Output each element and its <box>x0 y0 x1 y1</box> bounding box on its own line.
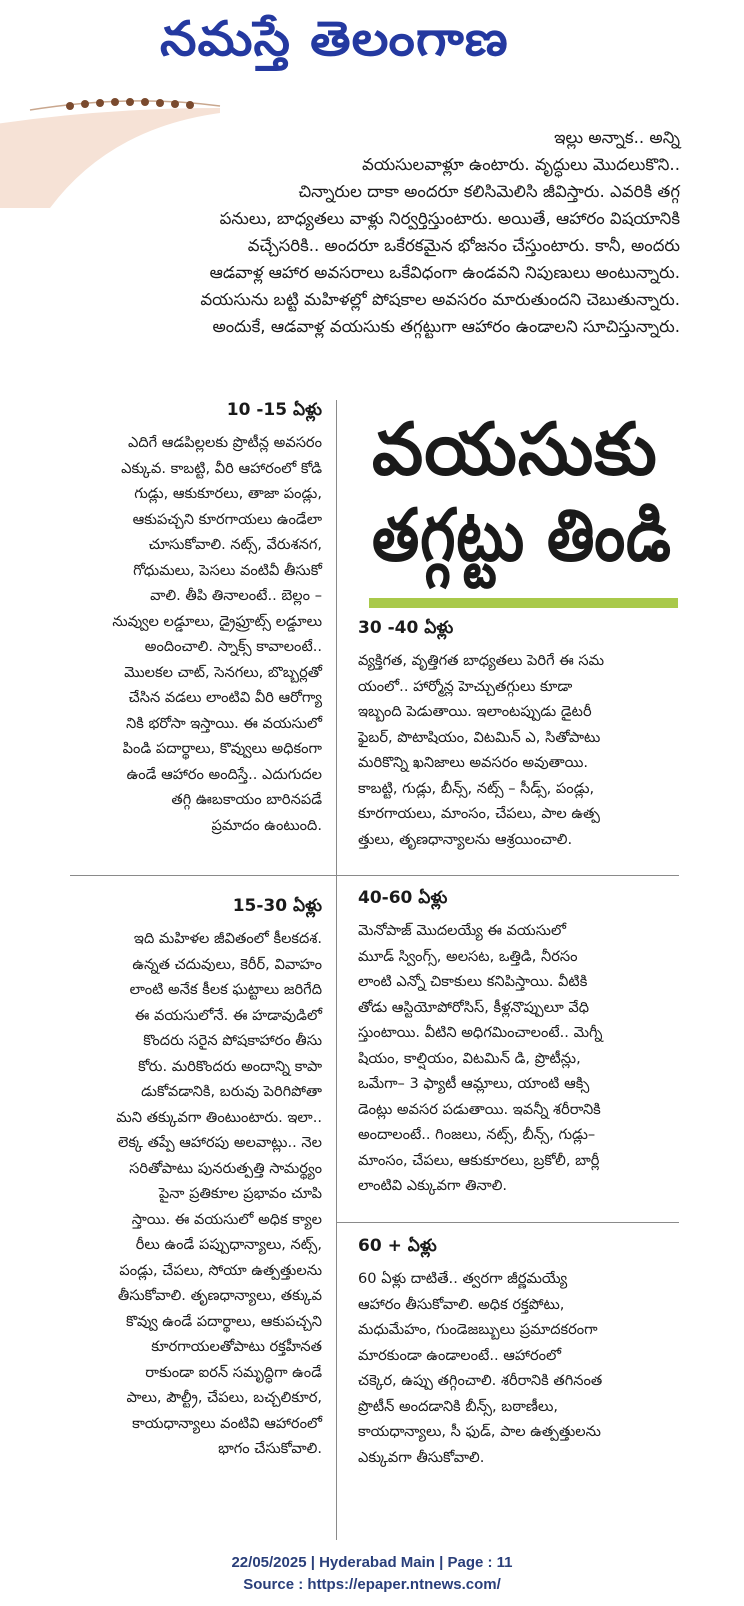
section-line: మధుమేహం, గుండెజబ్బులు ప్రమాదకరంగా <box>358 1321 598 1338</box>
section-line: చూసుకోవాలి. నట్స్, వేరుశనగ, <box>148 536 322 553</box>
article-headline <box>372 406 672 578</box>
section-line: నికి భరోసా ఇస్తాయి. ఈ వయసులో <box>125 714 322 732</box>
section-divider <box>70 875 336 876</box>
section-line: కూరగాయలు, మాంసం, చేపలు, పాల ఉత్ప <box>358 805 600 822</box>
section-line: తగ్గి ఊబకాయం బారినపడే <box>171 791 322 808</box>
intro-line: పనులు, బాధ్యతలు వాళ్లు నిర్వర్తిస్తుంటారు. అయితే, ఆహారం విషయానికి <box>219 209 680 228</box>
section-divider <box>337 875 679 876</box>
headline-underline <box>369 598 678 608</box>
section-line: ఎదిగే ఆడపిల్లలకు ప్రొటీన్ల అవసరం <box>127 434 322 451</box>
section-line: ఉండే ఆహారం అందిస్తే.. ఎదుగుదల <box>126 765 322 783</box>
headline-line-2: తగ్గట్టు తిండి <box>372 493 672 577</box>
footer-source-link[interactable]: Source : https://epaper.ntnews.com/ <box>243 1576 501 1593</box>
section-40-60 <box>358 886 676 1199</box>
intro-line: ఆడవాళ్ల ఆహార అవసరాలు ఒకేవిధంగా ఉండవని నిపుణులు అంటున్నారు. <box>209 263 680 282</box>
intro-line: వయసులవాళ్లూ ఉంటారు. వృద్ధులు మొదలుకొని.. <box>362 155 680 174</box>
section-line: ఇది మహిళల జీవితంలో కీలకదశ. <box>133 930 322 947</box>
section-line: డెంట్లు అవసర పడుతాయి. ఇవన్నీ శరీరానికి <box>358 1100 601 1118</box>
section-line: చేసిన వడలు లాంటివి వీరి ఆరోగ్యా <box>128 689 322 706</box>
section-line: పాలు, పౌల్ట్రీ, చేపలు, బచ్చలికూర, <box>126 1389 322 1406</box>
section-line: త్తులు, తృణధాన్యాలను ఆశ్రయించాలి. <box>358 830 573 848</box>
section-line: 60 ఏళ్లు దాటితే.. త్వరగా జీర్ణమయ్యే <box>358 1270 568 1287</box>
section-title: 10 -15 ఏళ్లు <box>226 400 322 420</box>
section-line: ఒమేగా– 3 ఫ్యాటీ ఆమ్లాలు, యాంటి ఆక్సి <box>358 1075 590 1092</box>
section-line: మారకుండా ఉండాలంటే.. ఆహారంలో <box>358 1346 562 1364</box>
intro-line: ఇల్లు అన్నాక.. అన్ని <box>554 128 680 147</box>
section-line: యంలో.. హార్మోన్ల హెచ్చుతగ్గులు కూడా <box>358 677 573 695</box>
section-line: పైనా ప్రతికూల ప్రభావం చూపి <box>158 1185 322 1202</box>
intro-line: చిన్నారుల దాకా అందరూ కలిసిమెలిసి జీవిస్తారు. ఎవరికి తగ్గ <box>298 182 680 201</box>
section-line: కాబట్టి, గుడ్లు, బీన్స్, నట్స్ – సీడ్స్, పండ్లు, <box>358 779 595 797</box>
section-60-plus <box>358 1234 676 1470</box>
section-line: లాంటి అనేక కీలక ఘట్టాలు జరిగేది <box>129 981 322 998</box>
section-line: వ్యక్తిగత, వృత్తిగత బాధ్యతలు పెరిగే ఈ సమ <box>358 652 605 669</box>
column-divider <box>336 400 337 1540</box>
section-line: ఫైబర్, పొటాషియం, విటమిన్ ఎ, సితోపాటు <box>358 728 601 746</box>
section-line: వాలి. తీపి తినాలంటే.. బెల్లం – <box>150 587 322 604</box>
section-line: పండ్లు, చేపలు, సోయా ఉత్పత్తులను <box>119 1261 322 1279</box>
headline-line-1: వయసుకు <box>372 407 658 491</box>
section-line: డుకోవడానికి, బరువు పెరిగిపోతా <box>141 1083 322 1100</box>
section-line: గోధుమలు, పెసలు వంటివీ తీసుకో <box>133 561 322 579</box>
section-divider <box>337 1222 679 1223</box>
section-line: ఇబ్బంది పెడుతాయి. ఇలాంటప్పుడు డైటరీ <box>358 703 592 720</box>
section-line: మొలకల చాట్, సెనగలు, బొబ్బర్లతో <box>124 663 322 681</box>
section-line: ఆకుపచ్చని కూరగాయలు ఉండేలా <box>132 510 322 528</box>
section-title: 15-30 ఏళ్లు <box>232 896 322 916</box>
section-10-15 <box>40 398 322 838</box>
section-title: 40-60 ఏళ్లు <box>358 888 448 908</box>
section-line: లాంటివి ఎక్కువగా తినాలి. <box>358 1177 508 1194</box>
section-line: గుడ్లు, ఆకుకూరలు, తాజా పండ్లు, <box>134 485 322 502</box>
section-line: రాకుండా ఐరన్ సమృద్ధిగా ఉండే <box>145 1363 322 1381</box>
intro-line: వచ్చేసరికి.. అందరూ ఒకేరకమైన భోజనం చేస్తుంటారు. కానీ, అందరు <box>247 236 680 255</box>
section-line: ఎక్కువ. కాబట్టి, వీరి ఆహారంలో కోడి <box>121 459 322 477</box>
section-15-30 <box>40 894 322 1462</box>
section-line: తీసుకోవాలి. తృణధాన్యాలు, తక్కువ <box>117 1287 322 1304</box>
section-line: ఉన్నత చదువులు, కెరీర్, వివాహం <box>132 955 322 973</box>
section-line: కోరు. మరికొందరు అందాన్ని కాపా <box>138 1057 322 1075</box>
section-line: స్తుంటాయి. వీటిని అధిగమించాలంటే.. మెగ్నీ <box>358 1024 603 1041</box>
section-line: భాగం చేసుకోవాలి. <box>218 1440 322 1457</box>
section-line: కాయధాన్యాలు వంటివి ఆహారంలో <box>132 1414 322 1432</box>
section-line: షియం, కాల్షియం, విటమిన్ డి, ప్రొటీన్లు, <box>358 1049 581 1067</box>
intro-line: వయసును బట్టి మహిళల్లో పోషకాల అవసరం మారుతుందని చెబుతున్నారు. <box>200 290 680 309</box>
section-line: ప్రొటీన్ అందడానికి బీన్స్, బఠాణీలు, <box>358 1397 559 1415</box>
intro-paragraph <box>60 124 680 340</box>
section-line: తోడు ఆస్టియోపోరోసిస్, కీళ్లనొప్పులూ వేధి <box>358 998 590 1016</box>
section-line: సరితోపాటు పునరుత్పత్తి సామర్థ్యం <box>129 1159 322 1177</box>
section-line: లాంటి ఎన్నో చికాకులు కనిపిస్తాయి. వీటికి <box>358 973 588 990</box>
section-line: అందించాలి. స్నాక్స్ కావాలంటే.. <box>144 638 322 655</box>
section-line: ఈ వయసులోనే. ఈ హడావుడిలో <box>134 1006 322 1024</box>
section-line: మని తక్కువగా తింటుంటారు. ఇలా.. <box>116 1108 322 1126</box>
section-line: కాయధాన్యాలు, సీ ఫుడ్, పాల ఉత్పత్తులను <box>358 1423 601 1440</box>
newspaper-logo: నమస్తే తెలంగాణ <box>160 11 509 67</box>
page-footer <box>0 1552 744 1596</box>
section-line: ఆహారం తీసుకోవాలి. అధిక రక్తపోటు, <box>358 1295 565 1313</box>
section-30-40 <box>358 616 676 852</box>
section-line: ప్రమాదం ఉంటుంది. <box>211 816 322 834</box>
section-line: పిండి పదార్థాలు, కొవ్వులు అధికంగా <box>122 740 322 757</box>
section-line: మరికొన్ని ఖనిజాలు అవసరం అవుతాయి. <box>358 754 589 771</box>
section-line: స్తాయి. ఈ వయసులో అధిక క్యాల <box>131 1210 322 1228</box>
section-line: కొవ్వు ఉండే పదార్థాలు, ఆకుపచ్చని <box>125 1312 322 1330</box>
section-line: కొందరు సరైన పోషకాహారం తీసు <box>143 1032 322 1049</box>
section-line: ఎక్కువగా తీసుకోవాలి. <box>358 1448 485 1466</box>
intro-line: అందుకే, ఆడవాళ్ల వయసుకు తగ్గట్టుగా ఆహారం ఉండాలని సూచిస్తున్నారు. <box>212 317 680 336</box>
section-line: చక్కెర, ఉప్పు తగ్గించాలి. శరీరానికి తగినంత <box>358 1372 603 1389</box>
section-title: 30 -40 ఏళ్లు <box>358 618 454 638</box>
section-line: కూరగాయలతోపాటు రక్తహీనత <box>151 1338 322 1355</box>
section-line: మెనోపాజ్ మొదలయ్యే ఈ వయసులో <box>358 922 566 939</box>
footer-edition-info: 22/05/2025 | Hyderabad Main | Page : 11 <box>231 1554 513 1571</box>
section-line: నువ్వుల లడ్డూలు, డ్రైఫ్రూట్స్ లడ్డూలు <box>112 612 322 630</box>
masthead <box>0 0 744 96</box>
section-line: అందాలంటే.. గింజలు, నట్స్, బీన్స్, గుడ్లు– <box>358 1126 596 1143</box>
section-line: మాంసం, చేపలు, ఆకుకూరలు, బ్రకోలీ, బార్లీ <box>358 1151 600 1169</box>
section-line: రీలు ఉండే పప్పుధాన్యాలు, నట్స్, <box>135 1236 322 1253</box>
section-line: లెక్క తప్పే ఆహారపు అలవాట్లు.. నెల <box>117 1134 322 1151</box>
section-line: మూడ్ స్వింగ్స్, అలసట, ఒత్తిడి, నీరసం <box>358 947 578 965</box>
section-title: 60 + ఏళ్లు <box>358 1236 437 1256</box>
